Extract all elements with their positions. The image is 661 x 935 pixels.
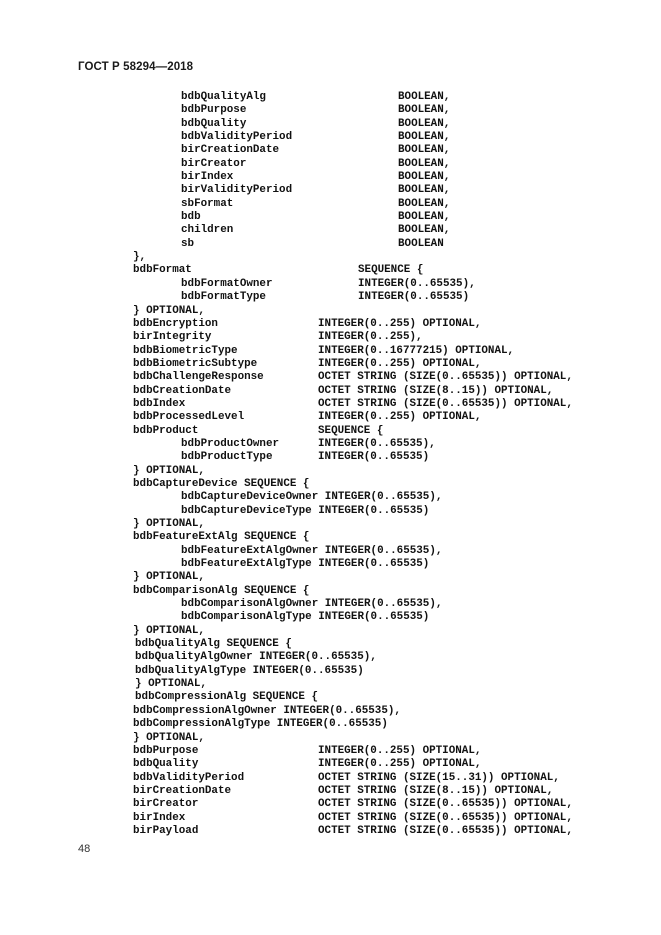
- field-name: birIntegrity: [133, 331, 212, 344]
- field-name: birIndex: [133, 811, 186, 824]
- field-type: SEQUENCE {: [318, 424, 384, 437]
- code-line: [0, 184, 661, 197]
- field-name: sb: [181, 237, 195, 250]
- field-type: BOOLEAN,: [398, 104, 451, 117]
- code-line: [0, 678, 661, 691]
- code-line: [0, 305, 661, 318]
- code-line: [0, 545, 661, 558]
- field-name: birCreationDate: [181, 144, 280, 157]
- field-type: BOOLEAN,: [398, 91, 451, 103]
- field-type: BOOLEAN,: [398, 144, 451, 157]
- code-line: [0, 104, 661, 117]
- field-name: bdbValidityPeriod: [133, 771, 245, 784]
- field-type: OCTET STRING (SIZE(0..65535)) OPTIONAL,: [318, 824, 573, 837]
- code-line: [0, 785, 661, 798]
- field-type: BOOLEAN,: [398, 184, 451, 197]
- field-name: bdbProductType: [181, 451, 273, 464]
- field-name: bdbFeatureExtAlg SEQUENCE {: [133, 531, 310, 544]
- field-name: bdbValidityPeriod: [181, 131, 293, 144]
- field-name: } OPTIONAL,: [133, 731, 205, 744]
- field-type: INTEGER(0..65535): [318, 451, 430, 464]
- code-line: [0, 505, 661, 518]
- field-name: bdbProcessedLevel: [133, 411, 245, 424]
- field-type: INTEGER(0..255) OPTIONAL,: [318, 758, 482, 771]
- field-name: },: [133, 251, 147, 264]
- field-type: INTEGER(0..255) OPTIONAL,: [318, 744, 482, 757]
- field-name: sbFormat: [181, 197, 234, 210]
- field-type: INTEGER(0..65535): [358, 291, 470, 304]
- field-type: INTEGER(0..65535),: [358, 277, 476, 290]
- code-line: [0, 411, 661, 424]
- code-line: [0, 825, 661, 838]
- field-type: OCTET STRING (SIZE(15..31)) OPTIONAL,: [318, 771, 560, 784]
- code-line: [0, 531, 661, 544]
- code-line: [0, 198, 661, 211]
- code-line: [0, 451, 661, 464]
- code-line: [0, 345, 661, 358]
- code-line: [0, 812, 661, 825]
- field-type: BOOLEAN,: [398, 117, 451, 130]
- document-standard-header: ГОСТ Р 58294—2018: [78, 61, 194, 73]
- field-name: birIndex: [181, 171, 234, 184]
- code-line: [0, 278, 661, 291]
- field-name: bdbCreationDate: [133, 384, 232, 397]
- field-type: BOOLEAN,: [398, 224, 451, 237]
- field-name: bdbPurpose: [181, 104, 247, 117]
- code-line: [0, 598, 661, 611]
- field-name: bdbComparisonAlg SEQUENCE {: [133, 584, 310, 597]
- field-name: bdbPurpose: [133, 744, 199, 757]
- code-line: [0, 158, 661, 171]
- field-name: bdbEncryption: [133, 317, 218, 330]
- code-line: [0, 571, 661, 584]
- field-type: BOOLEAN,: [398, 171, 451, 184]
- code-line: [0, 611, 661, 624]
- field-name: } OPTIONAL,: [133, 304, 205, 317]
- field-type: SEQUENCE {: [358, 264, 424, 277]
- field-type: INTEGER(0..255),: [318, 331, 423, 344]
- field-name: bdbQualityAlgType INTEGER(0..65535): [135, 664, 364, 677]
- code-line: [0, 171, 661, 184]
- code-line: [0, 91, 661, 104]
- page-number: 48: [78, 843, 91, 855]
- field-name: } OPTIONAL,: [133, 464, 205, 477]
- code-line: [0, 745, 661, 758]
- field-name: birValidityPeriod: [181, 184, 293, 197]
- code-line: [0, 438, 661, 451]
- field-type: BOOLEAN: [398, 237, 444, 250]
- field-name: bdbProductOwner: [181, 437, 280, 450]
- field-type: INTEGER(0..65535),: [318, 437, 436, 450]
- field-name: bdbQualityAlg SEQUENCE {: [135, 638, 292, 651]
- field-type: OCTET STRING (SIZE(0..65535)) OPTIONAL,: [318, 397, 573, 410]
- field-type: BOOLEAN,: [398, 157, 451, 170]
- field-name: bdbCaptureDevice SEQUENCE {: [133, 477, 310, 490]
- code-line: [0, 398, 661, 411]
- field-name: birCreator: [133, 798, 199, 811]
- code-line: [0, 358, 661, 371]
- code-line: [0, 318, 661, 331]
- code-line: [0, 238, 661, 251]
- code-line: [0, 705, 661, 718]
- field-name: bdbCaptureDeviceOwner INTEGER(0..65535),: [181, 491, 443, 504]
- field-name: bdbComparisonAlgOwner INTEGER(0..65535),: [181, 598, 443, 611]
- field-type: INTEGER(0..255) OPTIONAL,: [318, 357, 482, 370]
- field-name: } OPTIONAL,: [133, 571, 205, 584]
- field-name: birPayload: [133, 824, 199, 837]
- field-name: bdbQualityAlgOwner INTEGER(0..65535),: [135, 651, 377, 664]
- code-line: [0, 425, 661, 438]
- field-name: bdbBiometricSubtype: [133, 357, 258, 370]
- field-name: bdbCompressionAlgOwner INTEGER(0..65535),: [133, 704, 401, 717]
- field-name: bdbQuality: [181, 117, 247, 130]
- field-type: OCTET STRING (SIZE(0..65535)) OPTIONAL,: [318, 811, 573, 824]
- code-line: [0, 465, 661, 478]
- code-line: [0, 651, 661, 664]
- code-line: [0, 371, 661, 384]
- code-line: [0, 691, 661, 704]
- field-type: INTEGER(0..255) OPTIONAL,: [318, 411, 482, 424]
- field-type: OCTET STRING (SIZE(0..65535)) OPTIONAL,: [318, 371, 573, 384]
- field-name: } OPTIONAL,: [133, 518, 205, 530]
- field-name: } OPTIONAL,: [135, 678, 207, 691]
- code-line: [0, 478, 661, 491]
- field-name: bdbProduct: [133, 424, 199, 437]
- code-line: [0, 385, 661, 398]
- field-name: bdbCompressionAlg SEQUENCE {: [135, 691, 318, 704]
- code-line: [0, 518, 661, 531]
- code-line: [0, 585, 661, 598]
- field-name: bdbComparisonAlgType INTEGER(0..65535): [181, 611, 430, 624]
- field-name: bdbQuality: [133, 758, 199, 771]
- field-name: bdbBiometricType: [133, 344, 238, 357]
- field-name: bdbQualityAlg: [181, 91, 266, 103]
- field-name: bdbCompressionAlgType INTEGER(0..65535): [133, 718, 388, 731]
- code-line: [0, 118, 661, 131]
- field-name: } OPTIONAL,: [133, 624, 205, 637]
- code-line: [0, 625, 661, 638]
- field-name: bdbFormatType: [181, 291, 266, 304]
- field-type: OCTET STRING (SIZE(8..15)) OPTIONAL,: [318, 384, 554, 397]
- field-type: INTEGER(0..255) OPTIONAL,: [318, 317, 482, 330]
- field-type: BOOLEAN,: [398, 197, 451, 210]
- code-line: [0, 131, 661, 144]
- field-type: BOOLEAN,: [398, 131, 451, 144]
- code-line: [0, 224, 661, 237]
- code-line: [0, 331, 661, 344]
- field-name: bdbCaptureDeviceType INTEGER(0..65535): [181, 504, 430, 517]
- field-name: bdbFormat: [133, 264, 192, 277]
- field-type: OCTET STRING (SIZE(8..15)) OPTIONAL,: [318, 784, 554, 797]
- code-line: [0, 718, 661, 731]
- code-line: [0, 798, 661, 811]
- field-name: bdbFormatOwner: [181, 277, 273, 290]
- field-name: birCreationDate: [133, 784, 232, 797]
- field-name: bdbFeatureExtAlgType INTEGER(0..65535): [181, 558, 430, 571]
- asn1-code-listing: [0, 91, 661, 838]
- code-line: [0, 251, 661, 264]
- code-line: [0, 491, 661, 504]
- field-name: children: [181, 224, 234, 237]
- code-line: [0, 211, 661, 224]
- field-name: birCreator: [181, 157, 247, 170]
- field-name: bdbIndex: [133, 397, 186, 410]
- field-type: INTEGER(0..16777215) OPTIONAL,: [318, 344, 515, 357]
- code-line: [0, 638, 661, 651]
- field-name: bdbChallengeResponse: [133, 371, 264, 384]
- code-line: [0, 665, 661, 678]
- field-type: BOOLEAN,: [398, 211, 451, 224]
- field-type: OCTET STRING (SIZE(0..65535)) OPTIONAL,: [318, 798, 573, 811]
- code-line: [0, 558, 661, 571]
- code-line: [0, 758, 661, 771]
- code-line: [0, 144, 661, 157]
- code-line: [0, 264, 661, 277]
- field-name: bdb: [181, 211, 201, 224]
- code-line: [0, 291, 661, 304]
- code-line: [0, 772, 661, 785]
- code-line: [0, 732, 661, 745]
- field-name: bdbFeatureExtAlgOwner INTEGER(0..65535),: [181, 544, 443, 557]
